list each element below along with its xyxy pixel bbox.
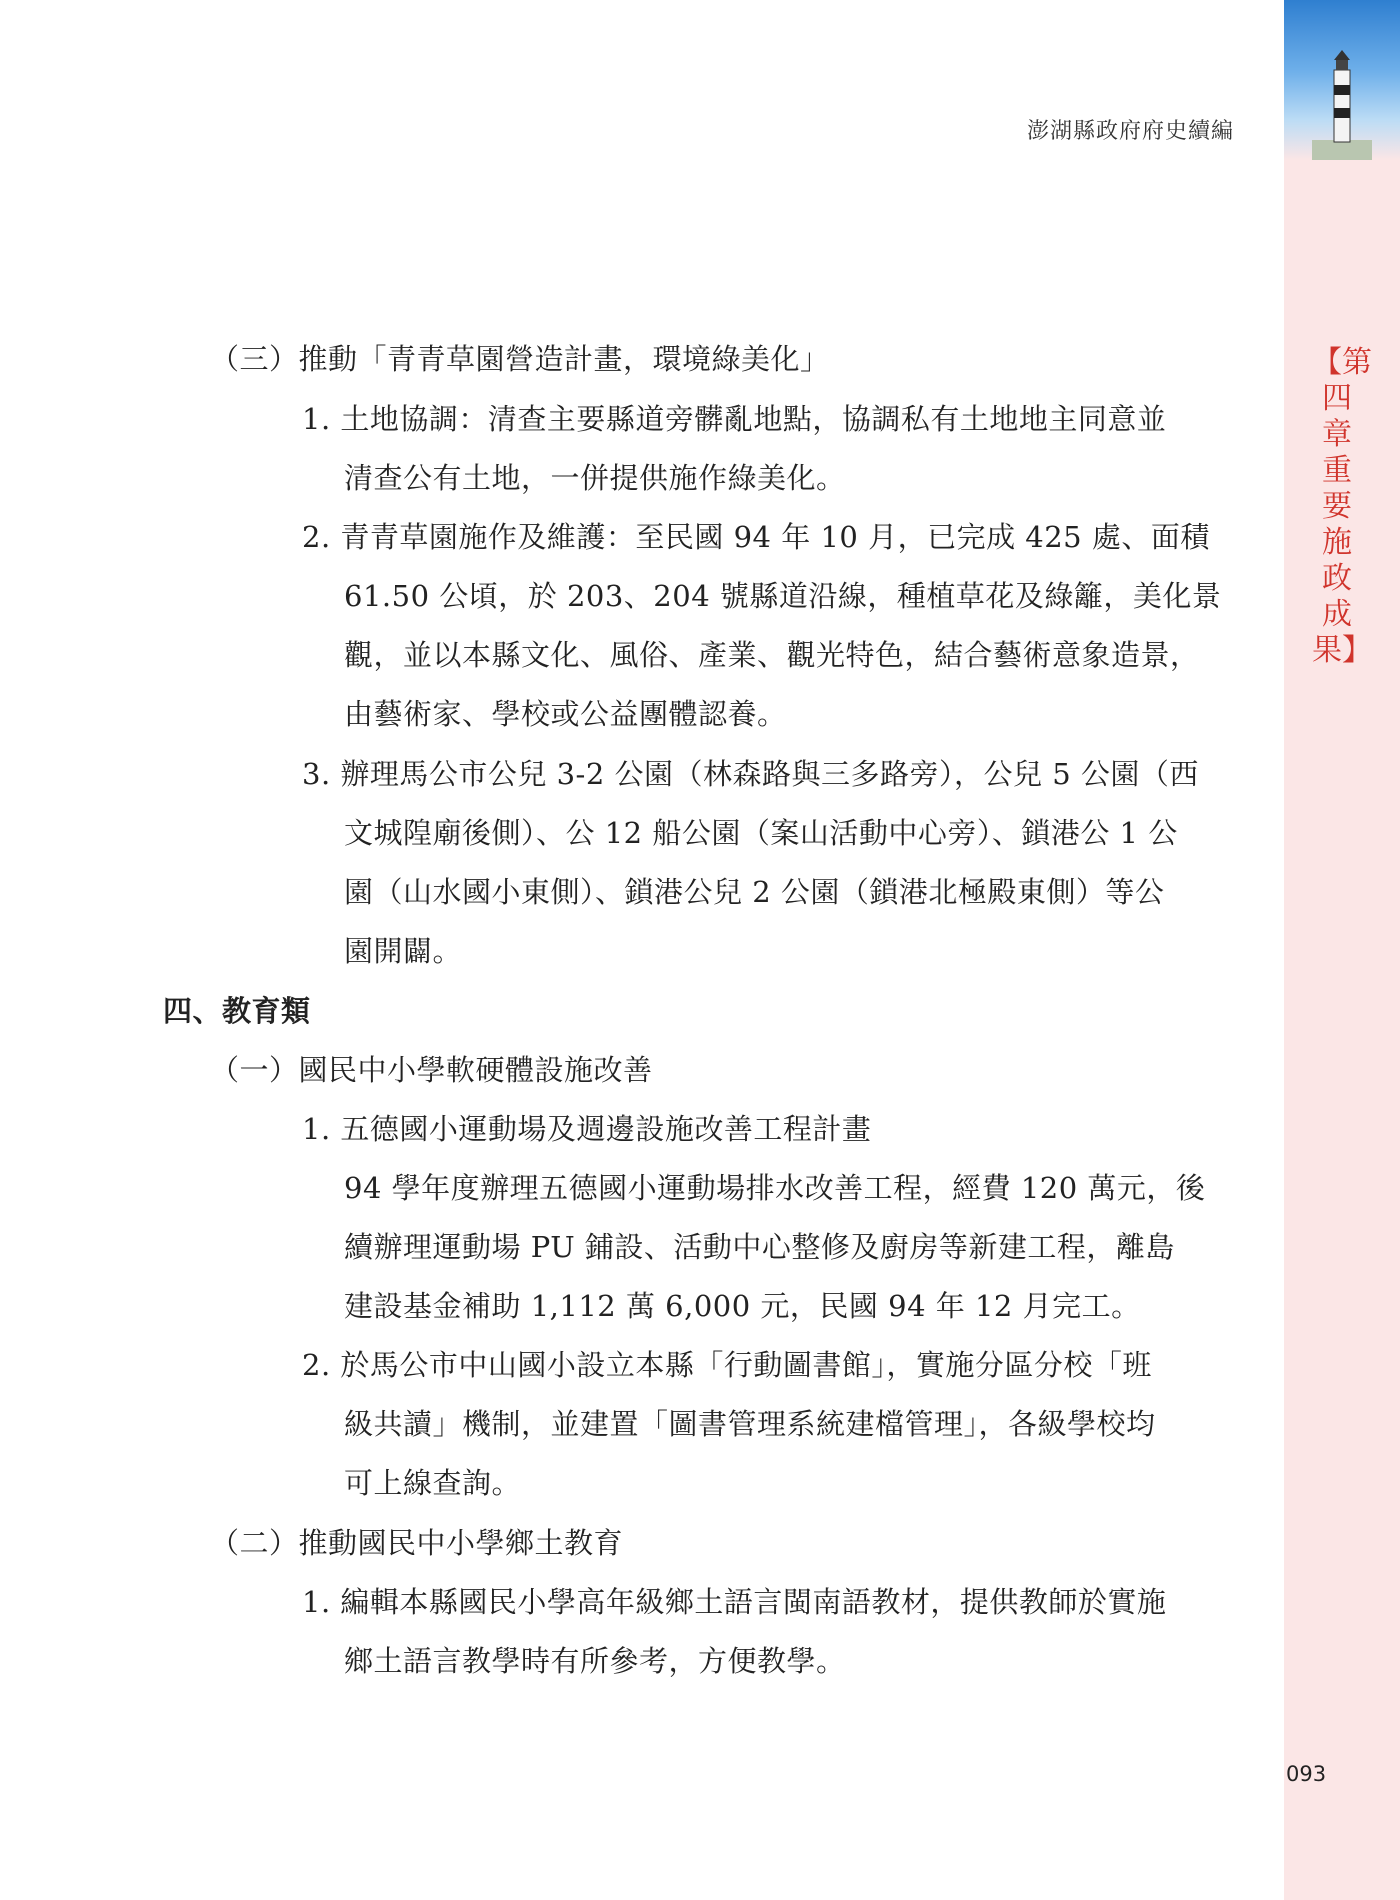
section-heading: （一）國民中小學軟硬體設施改善 xyxy=(210,1053,653,1087)
book-header-title: 澎湖縣政府府史續編 xyxy=(1026,119,1234,144)
list-item-continuation: 鄉土語言教學時有所參考，方便教學。 xyxy=(344,1644,846,1678)
list-item-continuation: 文城隍廟後側）、公 12 船公園（案山活動中心旁）、鎖港公 1 公 xyxy=(344,816,1178,850)
chapter-side-tab: 【第四章 重要施政成果】 xyxy=(1312,345,1372,668)
list-item: 2. 青青草園施作及維護：至民國 94 年 10 月，已完成 425 處、面積 xyxy=(302,520,1210,554)
section-heading: （二）推動國民中小學鄉土教育 xyxy=(210,1526,624,1560)
list-item-continuation: 觀，並以本縣文化、風俗、產業、觀光特色，結合藝術意象造景， xyxy=(344,638,1200,672)
list-item: 1. 五德國小運動場及週邊設施改善工程計畫 xyxy=(302,1112,872,1146)
list-item-continuation: 61.50 公頃，於 203、204 號縣道沿線，種植草花及綠籬，美化景 xyxy=(344,579,1222,613)
list-item-continuation: 級共讀」機制，並建置「圖書管理系統建檔管理」，各級學校均 xyxy=(344,1407,1156,1441)
list-item-continuation: 園開闢。 xyxy=(344,934,463,968)
page-number: 093 xyxy=(1286,1762,1327,1786)
chapter-section-heading: 四、教育類 xyxy=(163,994,311,1028)
list-item-continuation: 94 學年度辦理五德國小運動場排水改善工程，經費 120 萬元，後 xyxy=(344,1171,1206,1205)
list-item-continuation: 續辦理運動場 PU 鋪設、活動中心整修及廚房等新建工程，離島 xyxy=(344,1230,1175,1264)
list-item-continuation: 建設基金補助 1,112 萬 6,000 元，民國 94 年 12 月完工。 xyxy=(344,1289,1141,1323)
list-item: 1. 編輯本縣國民小學高年級鄉土語言閩南語教材，提供教師於實施 xyxy=(302,1585,1167,1619)
list-item: 3. 辦理馬公市公兒 3-2 公園（林森路與三多路旁），公兒 5 公園（西 xyxy=(302,757,1199,791)
list-item: 2. 於馬公市中山國小設立本縣「行動圖書館」，實施分區分校「班 xyxy=(302,1348,1152,1382)
chapter-side-strip xyxy=(1284,0,1400,1900)
list-item-continuation: 由藝術家、學校或公益團體認養。 xyxy=(344,697,787,731)
list-item-continuation: 可上線查詢。 xyxy=(344,1466,522,1500)
list-item-continuation: 園（山水國小東側）、鎖港公兒 2 公園（鎖港北極殿東側）等公 xyxy=(344,875,1165,909)
lighthouse-icon xyxy=(1312,40,1372,160)
section-heading: （三）推動「青青草園營造計畫，環境綠美化」 xyxy=(210,342,830,376)
list-item: 1. 土地協調：清查主要縣道旁髒亂地點，協調私有土地地主同意並 xyxy=(302,402,1167,436)
list-item-continuation: 清查公有土地，一併提供施作綠美化。 xyxy=(344,461,846,495)
